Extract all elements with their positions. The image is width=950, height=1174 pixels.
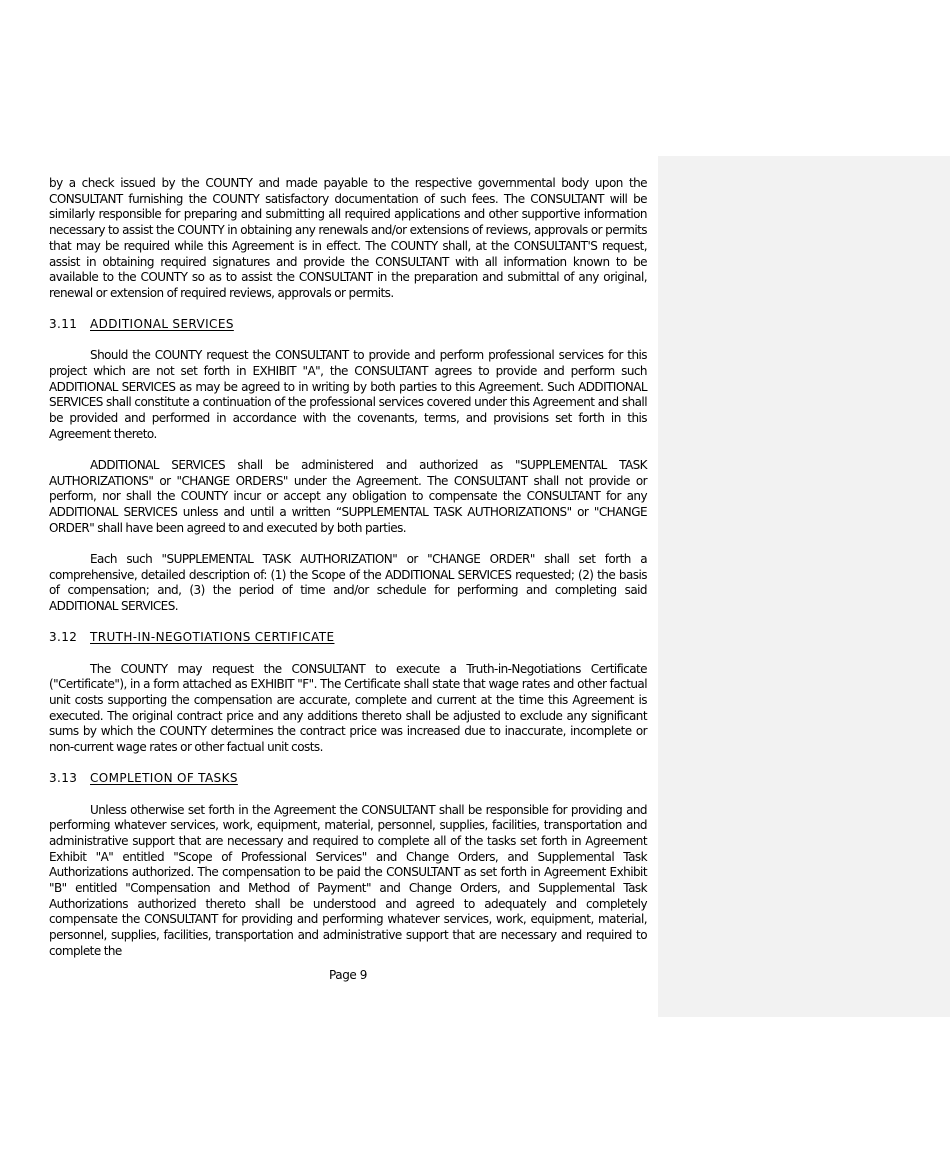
section-title: TRUTH-IN-NEGOTIATIONS CERTIFICATE	[90, 630, 335, 645]
body-paragraph: Unless otherwise set forth in the Agreement the CONSULTANT shall be responsible for providing and performing whatever services, work, equipment, material, personnel, supplies, facilities, transportation and administrative support that are necessary and required to complete all of the tasks set forth in Agreement Exhibit "A" entitled "Scope of Professional Services" and Change Orders, and Supplemental Task Authorizations authorized. The compensation to be paid the CONSULTANT as set forth in Agreement Exhibit "B" entitled "Compensation and Method of Payment" and Change Orders, and Supplemental Task Authorizations authorized thereto shall be understood and agreed to adequately and completely compensate the CONSULTANT for providing and performing whatever services, work, equipment, material, personnel, supplies, facilities, transportation and administrative support that are necessary and required to complete the	[49, 802, 647, 958]
section-number: 3.13	[49, 771, 78, 786]
section-number: 3.12	[49, 630, 78, 645]
section-heading-3-13	[49, 771, 647, 787]
document-body	[49, 176, 647, 975]
section-heading-3-11	[49, 317, 647, 333]
body-paragraph: The COUNTY may request the CONSULTANT to execute a Truth-in-Negotiations Certificate ("Certificate"), in a form attached as EXHIBIT "F". The Certificate shall state that wage rates and other factual unit costs supporting the compensation are accurate, complete and current at the time this Agreement is executed. The original contract price and any additions thereto shall be adjusted to exclude any significant sums by which the COUNTY determines the contract price was increased due to inaccurate, incomplete or non-current wage rates or other factual unit costs.	[49, 661, 647, 755]
intro-paragraph: by a check issued by the COUNTY and made payable to the respective governmental body upon the CONSULTANT furnishing the COUNTY satisfactory documentation of such fees. The CONSULTANT will be similarly responsible for preparing and submitting all required applications and other supportive information necessary to assist the COUNTY in obtaining any renewals and/or extensions of reviews, approvals or permits that may be required while this Agreement is in effect. The COUNTY shall, at the CONSULTANT'S request, assist in obtaining required signatures and provide the CONSULTANT with all information known to be available to the COUNTY so as to assist the CONSULTANT in the preparation and submittal of any original, renewal or extension of required reviews, approvals or permits.	[49, 176, 647, 300]
section-title: COMPLETION OF TASKS	[90, 771, 238, 786]
page-number-footer: Page 9	[328, 968, 368, 982]
comment-margin-pane	[658, 156, 950, 1017]
section-title: ADDITIONAL SERVICES	[90, 317, 234, 332]
body-paragraph: Each such "SUPPLEMENTAL TASK AUTHORIZATION" or "CHANGE ORDER" shall set forth a comprehensive, detailed description of: (1) the Scope of the ADDITIONAL SERVICES requested; (2) the basis of compensation; and, (3) the period of time and/or schedule for performing and completing said ADDITIONAL SERVICES.	[49, 552, 647, 614]
section-heading-3-12	[49, 630, 647, 646]
body-paragraph: ADDITIONAL SERVICES shall be administered and authorized as "SUPPLEMENTAL TASK AUTHORIZATIONS" or "CHANGE ORDERS" under the Agreement. The CONSULTANT shall not provide or perform, nor shall the COUNTY incur or accept any obligation to compensate the CONSULTANT for any ADDITIONAL SERVICES unless and until a written “SUPPLEMENTAL TASK AUTHORIZATIONS" or "CHANGE ORDER" shall have been agreed to and executed by both parties.	[49, 458, 647, 535]
body-paragraph: Should the COUNTY request the CONSULTANT to provide and perform professional services for this project which are not set forth in EXHIBIT "A", the CONSULTANT agrees to provide and perform such ADDITIONAL SERVICES as may be agreed to in writing by both parties to this Agreement. Such ADDITIONAL SERVICES shall constitute a continuation of the professional services covered under this Agreement and shall be provided and performed in accordance with the covenants, terms, and provisions set forth in this Agreement thereto.	[49, 348, 647, 441]
section-number: 3.11	[49, 317, 78, 332]
